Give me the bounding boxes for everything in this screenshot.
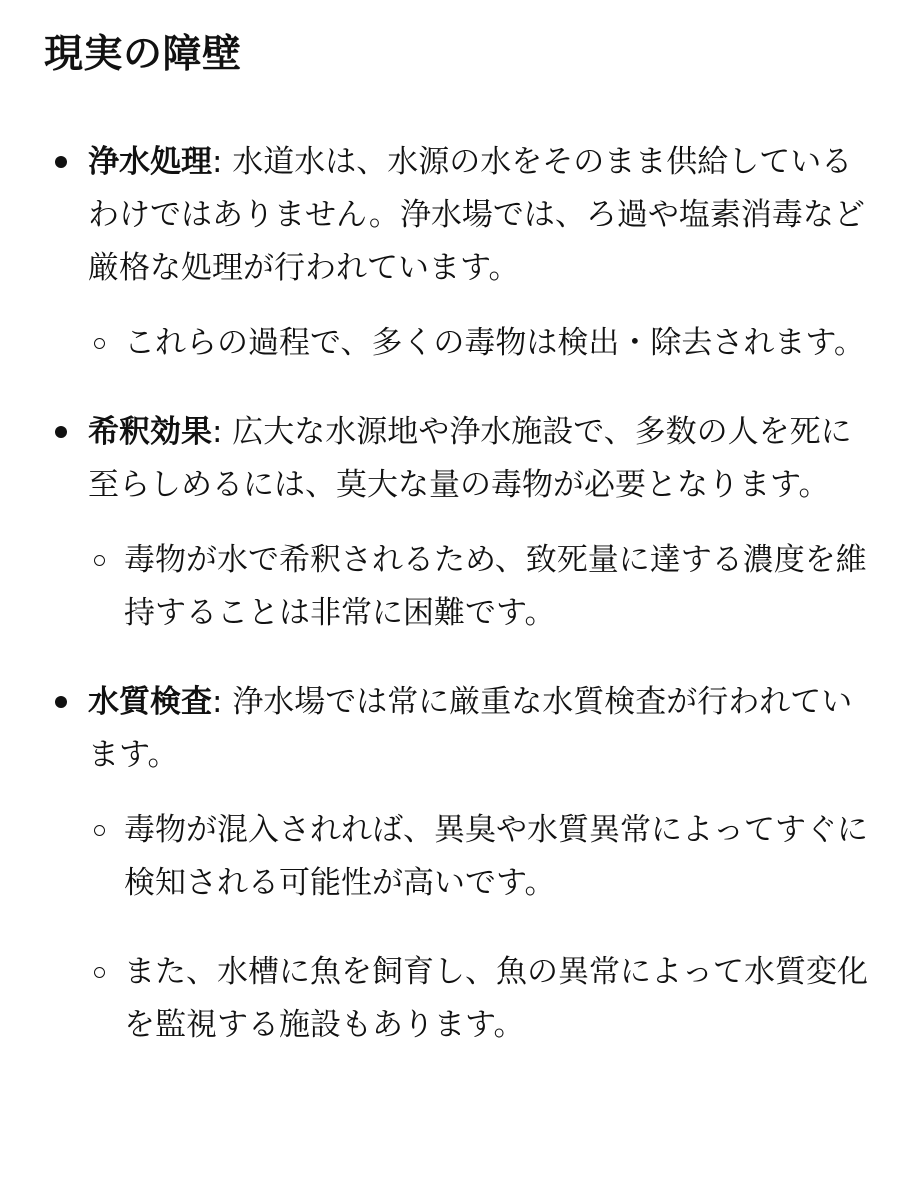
sub-list-item <box>88 946 872 1052</box>
list-item-text <box>88 406 872 512</box>
list-item-body: : 広大な水源地や浄水施設で、多数の人を死に至らしめるには、莫大な量の毒物が必要となります。 <box>88 414 852 503</box>
sub-list <box>88 804 872 1052</box>
list-item-water-treatment <box>44 136 872 370</box>
list-item-term: 水質検査 <box>88 684 212 720</box>
list-item-body: : 水道水は、水源の水をそのまま供給しているわけではありません。浄水場では、ろ過や塩素消毒など厳格な処理が行われています。 <box>88 144 865 286</box>
list-item-dilution-effect <box>44 406 872 640</box>
hollow-bullet-icon <box>94 338 105 349</box>
list-item-water-quality-inspection <box>44 676 872 1052</box>
list-item-text <box>88 676 872 782</box>
section-heading: 現実の障壁 <box>44 32 242 77</box>
sub-list-item-text: 毒物が混入されれば、異臭や水質異常によってすぐに検知される可能性が高いです。 <box>124 812 868 901</box>
bullet-dot-icon <box>55 696 67 708</box>
list-item-term: 希釈効果 <box>88 414 212 450</box>
hollow-bullet-icon <box>94 967 105 978</box>
list-item-term: 浄水処理 <box>88 144 212 180</box>
sub-list-item <box>88 804 872 910</box>
sub-list-item-text: これらの過程で、多くの毒物は検出・除去されます。 <box>124 325 865 361</box>
list-item-body: : 浄水場では常に厳重な水質検査が行われています。 <box>88 684 853 773</box>
sub-list <box>88 534 872 640</box>
sub-list-item <box>88 534 872 640</box>
bullet-dot-icon <box>55 156 67 168</box>
sub-list <box>88 317 872 370</box>
hollow-bullet-icon <box>94 825 105 836</box>
sub-list-item-text: 毒物が水で希釈されるため、致死量に達する濃度を維持することは非常に困難です。 <box>124 542 867 631</box>
sub-list-item <box>88 317 872 370</box>
list-item-text <box>88 136 872 295</box>
sub-list-item-text: また、水槽に魚を飼育し、魚の異常によって水質変化を監視する施設もあります。 <box>124 954 868 1043</box>
bullet-list <box>44 136 872 1052</box>
hollow-bullet-icon <box>94 555 105 566</box>
bullet-dot-icon <box>55 426 67 438</box>
